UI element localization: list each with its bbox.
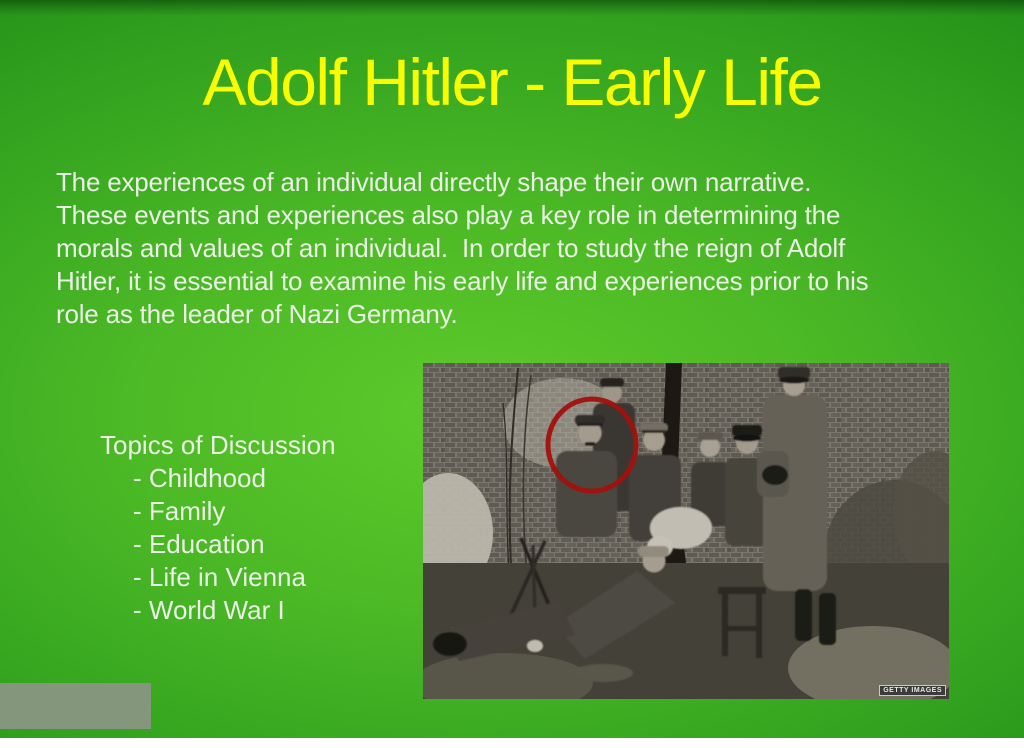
ww1-soldiers-photo-art: [423, 363, 949, 699]
topic-item-family: - Family: [133, 496, 226, 526]
topics-block: [100, 429, 336, 627]
topic-item-education: - Education: [133, 529, 265, 559]
topics-heading: Topics of Discussion: [100, 430, 336, 460]
page-title: Adolf Hitler - Early Life: [202, 45, 822, 119]
intro-line: The experiences of an individual directly shape their own narrative.: [56, 167, 812, 197]
bottom-left-box: [0, 683, 151, 729]
topic-item-life-in-vienna: - Life in Vienna: [133, 562, 306, 592]
intro-line: morals and values of an individual. In order to study the reign of Adolf: [56, 233, 845, 263]
bottom-margin: [0, 738, 1024, 748]
topic-item-world-war-1: - World War I: [133, 595, 285, 625]
intro-line: role as the leader of Nazi Germany.: [56, 299, 458, 329]
ww1-soldiers-photo: [423, 363, 949, 699]
getty-images-credit: GETTY IMAGES: [879, 685, 946, 696]
topic-item-childhood: - Childhood: [133, 463, 266, 493]
intro-paragraph: [56, 166, 868, 331]
intro-line: Hitler, it is essential to examine his early life and experiences prior to his: [56, 266, 869, 296]
intro-line: These events and experiences also play a key role in determining the: [56, 200, 841, 230]
